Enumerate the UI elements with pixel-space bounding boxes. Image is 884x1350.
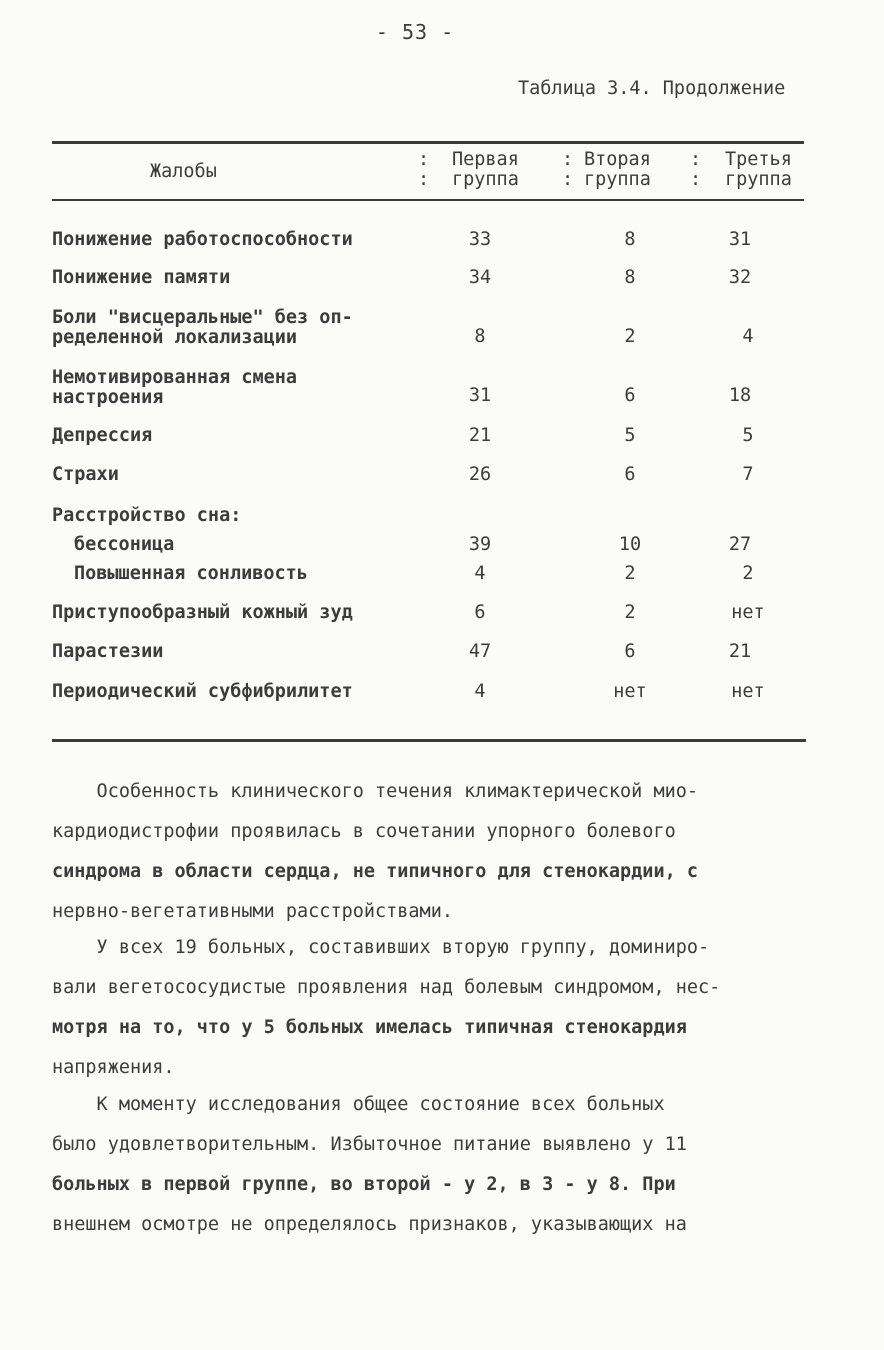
header-group-1: Первая группа: [452, 149, 519, 190]
table-row-label: Немотивированная смена настроения: [52, 367, 298, 408]
table-row-label: Боли "висцеральные" без оп- ределенной локализации: [52, 307, 353, 348]
table-cell-g2: 8: [624, 229, 636, 250]
table-row-label: Расстройство сна:: [52, 505, 242, 526]
paragraph: К моменту исследования общее состояние всех больных было удовлетворительным. Избыточное питание выявлено у 11 больных в первой группе, во второй - у 2, в 3 - у 8. При внешнем осмотре не определялось признаков, указывающих на: [52, 1094, 687, 1235]
table-cell-g1: 47: [468, 641, 492, 662]
header-separator: : :: [418, 149, 430, 190]
header-separator: : :: [562, 149, 574, 190]
table-cell-g1: 8: [474, 326, 486, 347]
table-cell-g1: 31: [468, 385, 492, 406]
table-cell-g3: 5: [742, 425, 754, 446]
header-group-3: Третья группа: [725, 149, 792, 190]
table-row-label: бессоница: [74, 534, 175, 555]
table-cell-g1: 4: [474, 681, 486, 702]
table-row-label: Понижение памяти: [52, 267, 231, 288]
table-caption: Таблица 3.4. Продолжение: [518, 78, 786, 99]
table-cell-g3: нет: [731, 602, 765, 623]
table-cell-g3: 4: [742, 326, 754, 347]
table-row-label: Приступообразный кожный зуд: [52, 602, 353, 623]
header-separator: : :: [690, 149, 702, 190]
table-cell-g1: 26: [468, 464, 492, 485]
table-cell-g3: 27: [728, 534, 752, 555]
table-cell-g3: нет: [731, 681, 765, 702]
table-cell-g3: 32: [728, 267, 752, 288]
table-cell-g3: 21: [728, 641, 752, 662]
header-group-2: Вторая группа: [584, 149, 651, 190]
table-top-rule: [52, 141, 804, 144]
table-bottom-rule: [52, 739, 806, 742]
table-cell-g3: 18: [728, 385, 752, 406]
table-row-label: Повышенная сонливость: [74, 563, 308, 584]
table-cell-g2: 5: [624, 425, 636, 446]
table-cell-g1: 34: [468, 267, 492, 288]
table-cell-g2: 2: [624, 563, 636, 584]
page-number: - 53 -: [375, 20, 455, 44]
table-cell-g1: 21: [468, 425, 492, 446]
table-cell-g2: 10: [618, 534, 642, 555]
table-row-label: Депрессия: [52, 425, 153, 446]
table-cell-g2: 2: [624, 326, 636, 347]
table-cell-g1: 39: [468, 534, 492, 555]
table-cell-g1: 33: [468, 229, 492, 250]
table-cell-g2: 2: [624, 602, 636, 623]
table-row-label: Парастезии: [52, 641, 164, 662]
paragraph: У всех 19 больных, составивших вторую группу, доминиро- вали вегетососудистые проявления над болевым синдромом, нес- мотря на то, что у 5 больных имелась типичная стенокардия напряжения.: [52, 937, 721, 1078]
paragraph: Особенность клинического течения климактерической мио- кардиодистрофии проявилась в сочетании упорного болевого синдрома в области сердца, не типичного для стенокардии, с нервно-вегетативными расстройствами.: [52, 781, 699, 922]
table-cell-g3: 31: [728, 229, 752, 250]
header-complaints: Жалобы: [150, 161, 217, 182]
table-cell-g2: 8: [624, 267, 636, 288]
table-cell-g1: 6: [474, 602, 486, 623]
table-header-rule: [52, 199, 804, 201]
table-row-label: Периодический субфибрилитет: [52, 681, 353, 702]
table-cell-g2: нет: [613, 681, 647, 702]
table-cell-g3: 7: [742, 464, 754, 485]
table-cell-g3: 2: [742, 563, 754, 584]
table-row-label: Страхи: [52, 464, 119, 485]
table-cell-g2: 6: [624, 641, 636, 662]
table-cell-g1: 4: [474, 563, 486, 584]
table-cell-g2: 6: [624, 464, 636, 485]
table-cell-g2: 6: [624, 385, 636, 406]
table-row-label: Понижение работоспособности: [52, 229, 353, 250]
